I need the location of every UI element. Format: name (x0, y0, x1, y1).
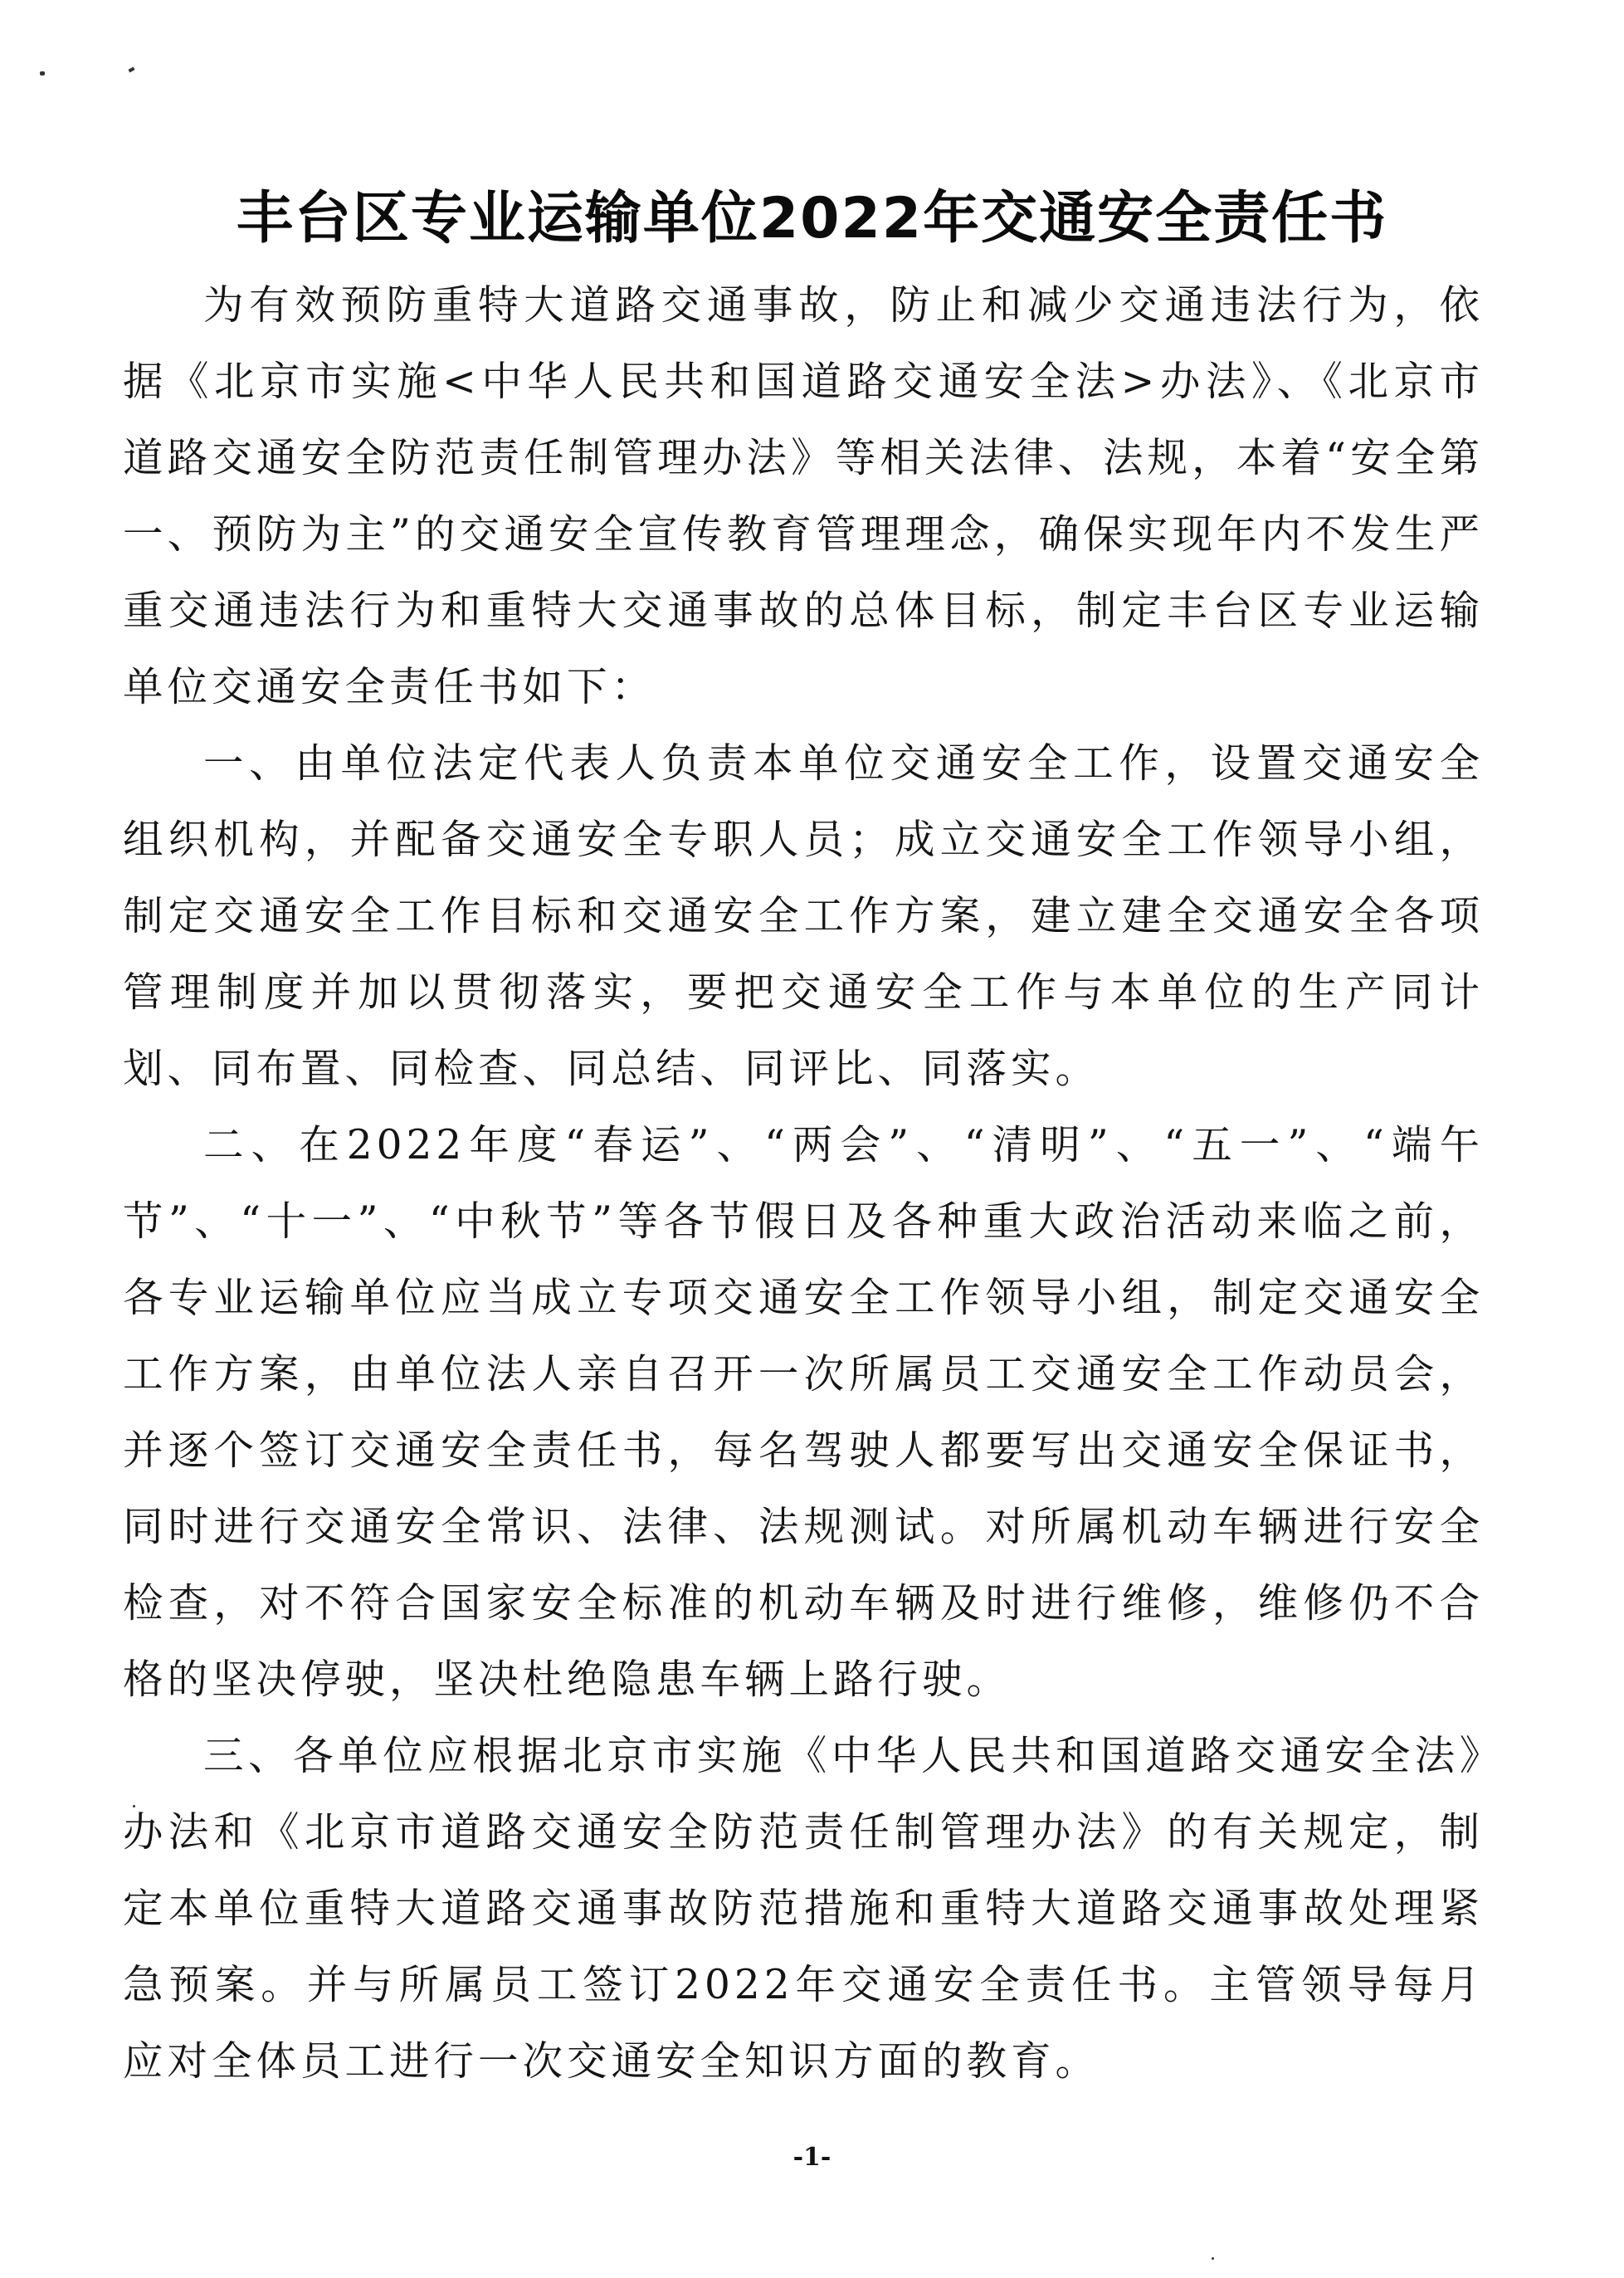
paragraph-article-3: 三、各单位应根据北京市实施《中华人民共和国道路交通安全法》办法和《北京市道路交通安全防范责任制管理办法》的有关规定，制定本单位重特大道路交通事故防范措施和重特大道路交通事故处理紧急预案。并与所属员工签订2022年交通安全责任书。主管领导每月应对全体员工进行一次交通安全知识方面的教育。 (123, 1733, 1484, 2085)
paragraph-article-1: 一、由单位法定代表人负责本单位交通安全工作，设置交通安全组织机构，并配备交通安全专职人员；成立交通安全工作领导小组，制定交通安全工作目标和交通安全工作方案，建立建全交通安全各项管理制度并加以贯彻落实，要把交通安全工作与本单位的生产同计划、同布置、同检查、同总结、同评比、同落实。 (123, 740, 1484, 1092)
paragraph-intro: 为有效预防重特大道路交通事故，防止和减少交通违法行为，依据《北京市实施<中华人民共和国道路交通安全法>办法》、《北京市道路交通安全防范责任制管理办法》等相关法律、法规，本着“安全第一、预防为主”的交通安全宣传教育管理理念，确保实现年内不发生严重交通违法行为和重特大交通事故的总体目标，制定丰台区专业运输单位交通安全责任书如下： (123, 282, 1484, 710)
document-body (123, 267, 1484, 2100)
document-title: 丰台区专业运输单位2022年交通安全责任书 (236, 185, 1388, 251)
paragraph-article-2: 二、在2022年度“春运”、“两会”、“清明”、“五一”、“端午节”、“十一”、“中秋节”等各节假日及各种重大政治活动来临之前，各专业运输单位应当成立专项交通安全工作领导小组，制定交通安全工作方案，由单位法人亲自召开一次所属员工交通安全工作动员会，并逐个签订交通安全责任书，每名驾驶人都要写出交通安全保证书，同时进行交通安全常识、法律、法规测试。对所属机动车辆进行安全检查，对不符合国家安全标准的机动车辆及时进行维修，维修仍不合格的坚决停驶，坚决杜绝隐患车辆上路行驶。 (123, 1122, 1484, 1703)
scan-speck (1212, 2257, 1214, 2260)
scan-speck (40, 71, 45, 76)
page-number: -1- (792, 2143, 832, 2172)
scan-speck (128, 67, 134, 73)
